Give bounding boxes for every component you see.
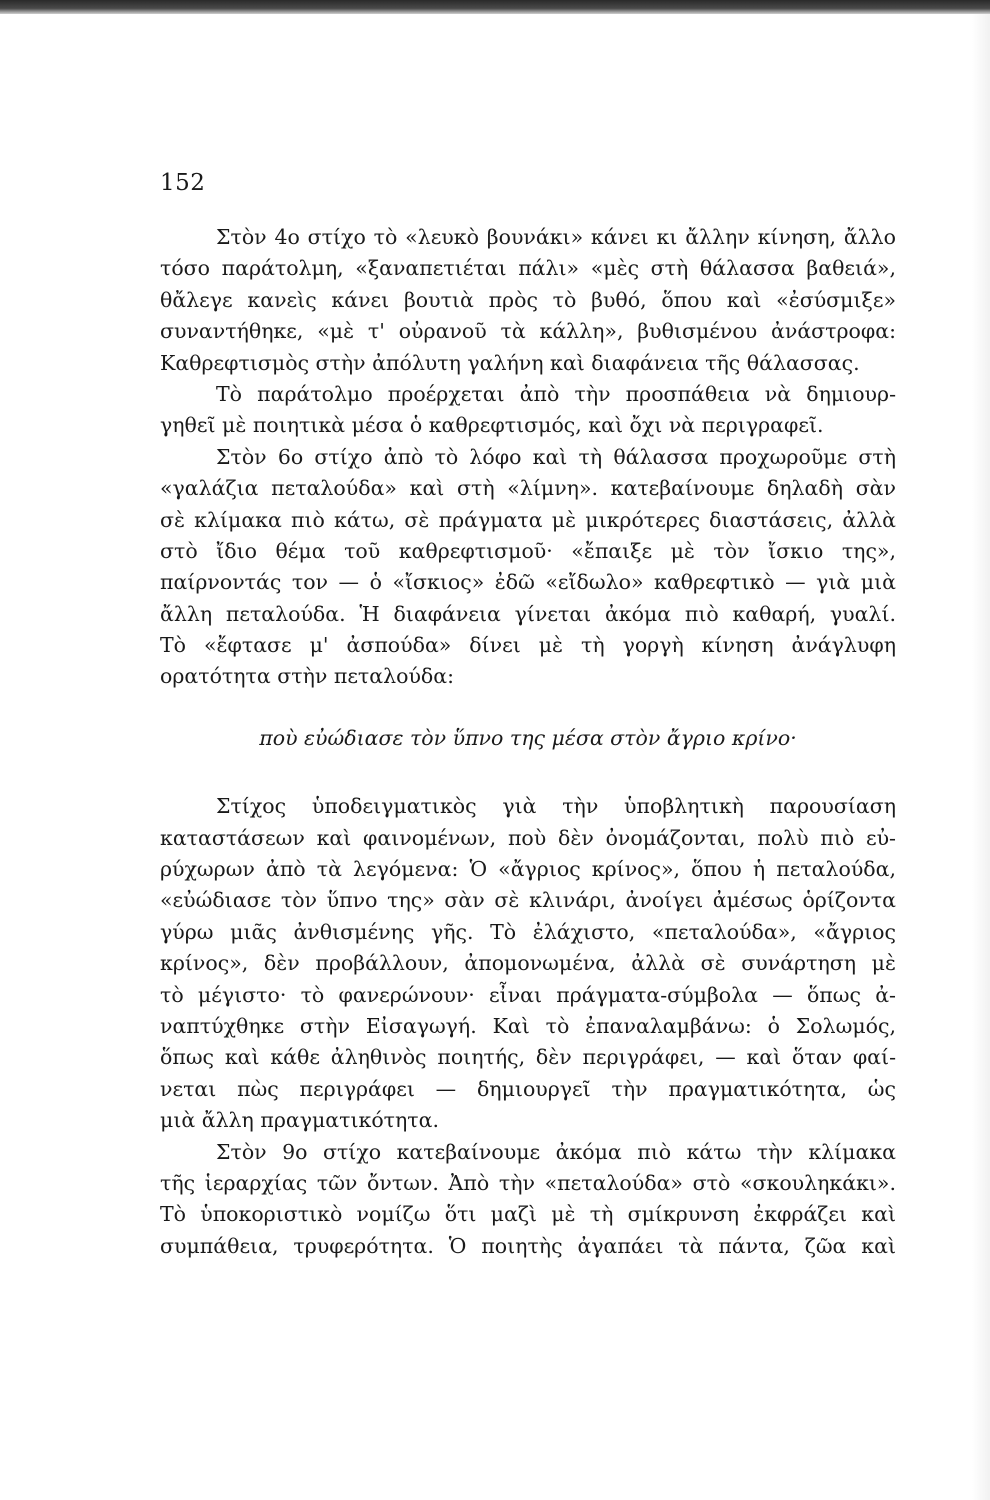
text-line: νεται πὼς περιγράφει — δημιουργεῖ τὴν πραγματικότητα, ὡς bbox=[160, 1076, 896, 1101]
paragraph bbox=[160, 791, 896, 1136]
text-line: ορατότητα στὴν πεταλούδα: bbox=[160, 664, 455, 689]
paragraphs-before-verse bbox=[160, 222, 896, 693]
page-number: 152 bbox=[160, 170, 206, 196]
text-line: Στὸν 9ο στίχο κατεβαίνουμε ἀκόμα πιὸ κάτω τὴν κλίμακα bbox=[216, 1139, 896, 1164]
text-line: Στὸν 6ο στίχο ἀπὸ τὸ λόφο καὶ τὴ θάλασσα προχωροῦμε στὴ bbox=[216, 444, 896, 469]
text-line: «εὐώδιασε τὸν ὕπνο της» σὰν σὲ κλινάρι, ἀνοίγει ἀμέσως ὁρίζοντα bbox=[160, 888, 896, 913]
quoted-verse: ποὺ εὐώδιασε τὸν ὕπνο της μέσα στὸν ἄγριο κρίνο· bbox=[259, 725, 797, 750]
text-line: ὅπως καὶ κάθε ἀληθινὸς ποιητής, δὲν περιγράφει, — καὶ ὅταν φαί- bbox=[160, 1045, 896, 1070]
paragraph bbox=[160, 1137, 896, 1263]
text-line: συμπάθεια, τρυφερότητα. Ὁ ποιητὴς ἀγαπάει τὰ πάντα, ζῶα καὶ bbox=[160, 1233, 896, 1258]
text-line: Τὸ παράτολμο προέρχεται ἀπὸ τὴν προσπάθεια νὰ δημιουρ- bbox=[216, 381, 896, 406]
text-line: γηθεῖ μὲ ποιητικὰ μέσα ὁ καθρεφτισμός, καὶ ὄχι νὰ περιγραφεῖ. bbox=[160, 413, 824, 438]
paragraph bbox=[160, 379, 896, 442]
text-line: Τὸ ὑποκοριστικὸ νομίζω ὅτι μαζὶ μὲ τὴ σμίκρυνση ἐκφράζει καὶ bbox=[160, 1202, 896, 1227]
text-line: Στίχος ὑποδειγματικὸς γιὰ τὴν ὑποβλητικὴ παρουσίαση bbox=[216, 794, 896, 819]
text-line: Στὸν 4ο στίχο τὸ «λευκὸ βουνάκι» κάνει κι ἄλλην κίνηση, ἄλλο bbox=[216, 225, 896, 249]
paragraph bbox=[160, 222, 896, 379]
text-line: μιὰ ἄλλη πραγματικότητα. bbox=[160, 1108, 439, 1133]
scan-top-edge bbox=[0, 0, 990, 14]
text-line: τὸ μέγιστο· τὸ φανερώνουν· εἶναι πράγματα-σύμβολα — ὅπως ἀ- bbox=[160, 982, 896, 1007]
text-line: «γαλάζια πεταλούδα» καὶ στὴ «λίμνη». κατεβαίνουμε δηλαδὴ σὰν bbox=[160, 476, 896, 501]
text-line: παίρνοντάς τον — ὁ «ἴσκιος» ἐδῶ «εἴδωλο» καθρεφτικὸ — γιὰ μιὰ bbox=[160, 570, 896, 595]
text-line: καταστάσεων καὶ φαινομένων, ποὺ δὲν ὀνομάζονται, πολὺ πιὸ εὐ- bbox=[160, 825, 896, 850]
text-line: γύρω μιᾶς ἀνθισμένης γῆς. Τὸ ἐλάχιστο, «πεταλούδα», «ἄγριος bbox=[160, 919, 896, 944]
paragraphs-after-verse bbox=[160, 791, 896, 1262]
text-line: ἄλλη πεταλούδα. Ἡ διαφάνεια γίνεται ἀκόμα πιὸ καθαρή, γυαλί. bbox=[160, 601, 896, 626]
scan-page-shadow bbox=[972, 14, 990, 1500]
body-text bbox=[160, 222, 896, 1262]
text-line: θἄλεγε κανεὶς κάνει βουτιὰ πρὸς τὸ βυθό, ὅπου καὶ «ἐσύσμιξε» bbox=[160, 287, 896, 312]
text-line: σὲ κλίμακα πιὸ κάτω, σὲ πράγματα μὲ μικρότερες διαστάσεις, ἀλλὰ bbox=[160, 507, 896, 532]
text-line: ρύχωρων ἀπὸ τὰ λεγόμενα: Ὁ «ἄγριος κρίνος», ὅπου ἡ πεταλούδα, bbox=[160, 857, 896, 882]
text-line: τόσο παράτολμη, «ξαναπετιέται πάλι» «μὲς στὴ θάλασσα βαθειά», bbox=[160, 256, 896, 281]
text-line: στὸ ἴδιο θέμα τοῦ καθρεφτισμοῦ· «ἔπαιξε μὲ τὸν ἴσκιο της», bbox=[160, 538, 896, 563]
text-line: τῆς ἱεραρχίας τῶν ὄντων. Ἀπὸ τὴν «πεταλούδα» στὸ «σκουληκάκι». bbox=[160, 1170, 896, 1195]
text-line: κρίνος», δὲν προβάλλουν, ἀπομονωμένα, ἀλλὰ σὲ συνάρτηση μὲ bbox=[160, 951, 896, 976]
text-line: ναπτύχθηκε στὴν Εἰσαγωγή. Καὶ τὸ ἐπαναλαμβάνω: ὁ Σολωμός, bbox=[160, 1014, 896, 1038]
text-line: Καθρεφτισμὸς στὴν ἀπόλυτη γαλήνη καὶ διαφάνεια τῆς θάλασσας. bbox=[160, 350, 860, 375]
paragraph bbox=[160, 442, 896, 693]
text-line: Τὸ «ἔφτασε μ' ἀσπούδα» δίνει μὲ τὴ γοργὴ κίνηση ἀνάγλυφη bbox=[160, 633, 896, 658]
text-line: συναντήθηκε, «μὲ τ' οὐρανοῦ τὰ κάλλη», βυθισμένου ἀνάστροφα: bbox=[160, 319, 896, 344]
